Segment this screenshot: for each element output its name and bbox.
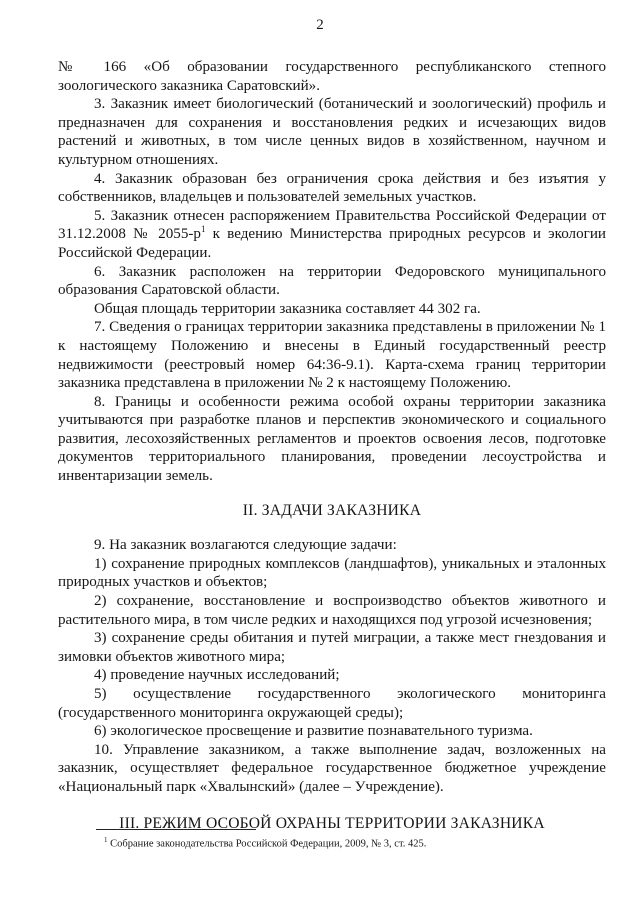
paragraph-9: 9. На заказник возлагаются следующие задачи:	[94, 537, 397, 554]
section-heading-tasks: II. ЗАДАЧИ ЗАКАЗНИКА	[242, 501, 422, 519]
page-number: 2	[316, 17, 324, 33]
section-heading-protection-regime: III. РЕЖИМ ОСОБОЙ ОХРАНЫ ТЕРРИТОРИИ ЗАКАЗНИКА	[119, 814, 545, 832]
footnote-text: Собрание законодательства Российской Федерации, 2009, № 3, ст. 425.	[107, 838, 427, 850]
task-item-5: 5) осуществление государственного экологического мониторинга (государственного мониторинга окружающей среды);	[58, 686, 606, 721]
paragraph-5	[58, 207, 606, 263]
task-item-6: 6) экологическое просвещение и развитие познавательного туризма.	[94, 723, 533, 740]
footnote	[104, 834, 426, 851]
paragraph-3: 3. Заказник имеет биологический (ботанический и зоологический) профиль и предназначен для сохранения и восстановления редких и исчезающих видов растений и животных, в том числе ценных видов в хозяйственном, научном и культурном отношениях.	[58, 96, 606, 168]
paragraph-area: Общая площадь территории заказника составляет 44 302 га.	[94, 300, 481, 317]
paragraph-8: 8. Границы и особенности режима особой охраны территории заказника учитываются при разработке планов и перспектив экономического и социального развития, лесохозяйственных регламентов и проектов освоения лесов, подготовке документов территориального планирования, проведении лесоустройства и инвентаризации земель.	[58, 393, 606, 485]
paragraph-10: 10. Управление заказником, а также выполнение задач, возложенных на заказник, осуществляет федеральное государственное бюджетное учреждение «Национальный парк «Хвалынский» (далее – Учреждение).	[58, 741, 606, 795]
paragraph-continuation: № 166 «Об образовании государственного республиканского степного зоологического заказника Саратовский».	[58, 59, 606, 94]
footnote-mark: 1	[104, 836, 108, 844]
footnote-divider	[96, 829, 256, 830]
task-item-2: 2) сохранение, восстановление и воспроизводство объектов животного и растительного мира, в том числе редких и находящихся под угрозой исчезновения;	[58, 593, 606, 628]
task-item-3: 3) сохранение среды обитания и путей миграции, а также мест гнездования и зимовки объектов животного мира;	[58, 630, 606, 665]
task-item-1: 1) сохранение природных комплексов (ландшафтов), уникальных и эталонных природных участков и объектов;	[58, 555, 606, 591]
paragraph-7: 7. Сведения о границах территории заказника представлены в приложении № 1 к настоящему Положению и внесены в Единый государственный реестр недвижимости (реестровый номер 64:36-9.1). Карта-схема границ территории заказника представлена в приложении № 2 к настоящему Положению.	[58, 319, 606, 392]
task-item-4: 4) проведение научных исследований;	[94, 667, 340, 684]
paragraph-4: 4. Заказник образован без ограничения срока действия и без изъятия у собственников, владельцев и пользователей земельных участков.	[58, 170, 606, 206]
paragraph-5-text-end: к ведению Министерства природных ресурсов и экологии Российской Федерации.	[58, 226, 606, 261]
paragraph-5-text: 5. Заказник отнесен распоряжением Правительства Российской Федерации от 31.12.2008 № 2055-р	[58, 207, 606, 243]
footnote-reference: 1	[200, 224, 206, 235]
paragraph-6: 6. Заказник расположен на территории Федоровского муниципального образования Саратовской области.	[58, 263, 606, 299]
document-body	[58, 58, 606, 833]
